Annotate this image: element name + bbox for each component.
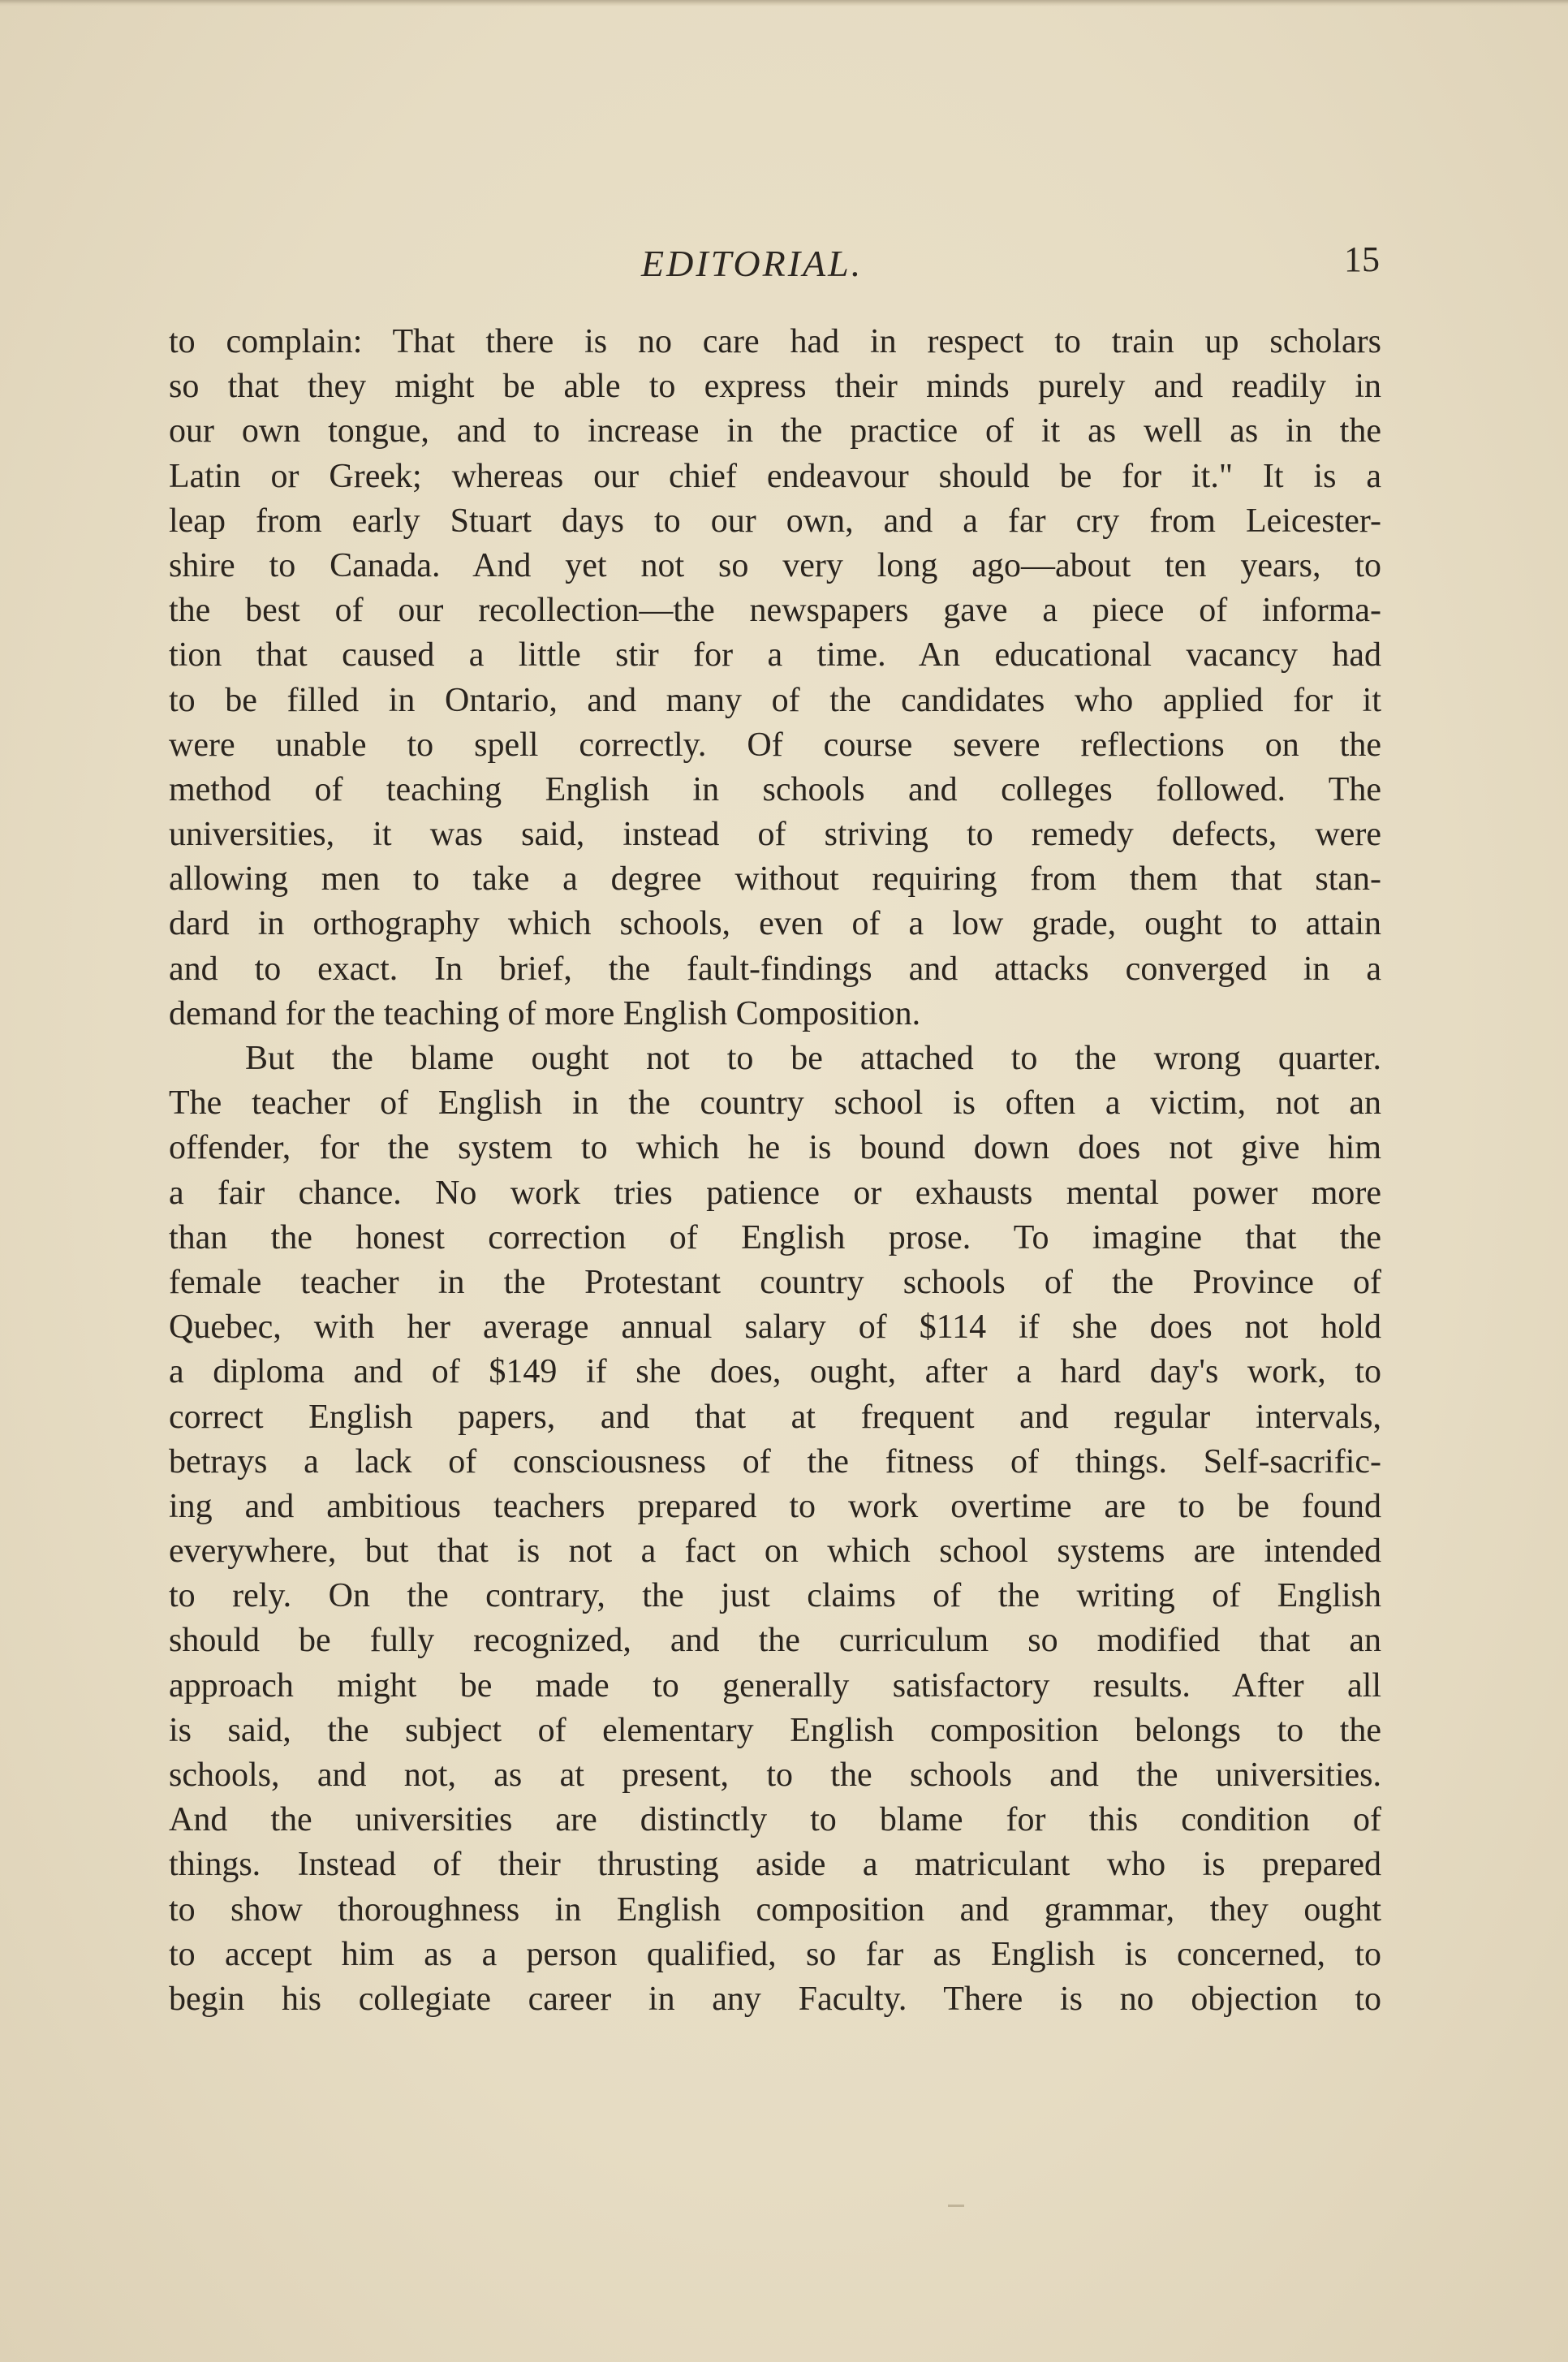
page-number: 15 [1344, 239, 1380, 279]
text-line: begin his collegiate career in any Faculty. There is no objection to [169, 1980, 1381, 2018]
text-line: And the universities are distinctly to blame for this condition of [169, 1801, 1381, 1839]
paragraph-first-line: But the blame ought not to be attached to the wrong quarter. [245, 1040, 1381, 1077]
text-line: female teacher in the Protestant country schools of the Province of [169, 1263, 1381, 1301]
text-line: should be fully recognized, and the curriculum so modified that an [169, 1622, 1381, 1660]
text-line: than the honest correction of English prose. To imagine that the [169, 1218, 1381, 1256]
text-line: Latin or Greek; whereas our chief endeavour should be for it." It is a [169, 457, 1381, 495]
page-top-edge [0, 0, 1568, 6]
text-line: and to exact. In brief, the fault-findings and attacks converged in a [169, 950, 1381, 988]
text-line: ing and ambitious teachers prepared to work overtime are to be found [169, 1487, 1381, 1525]
text-line: tion that caused a little stir for a time. An educational vacancy had [169, 636, 1381, 675]
text-line: our own tongue, and to increase in the practice of it as well as in the [169, 412, 1381, 450]
text-line: to show thoroughness in English composition and grammar, they ought [169, 1890, 1381, 1929]
text-line: so that they might be able to express their minds purely and readily in [169, 368, 1381, 406]
paper-speck [948, 2205, 964, 2207]
text-line: offender, for the system to which he is bound down does not give him [169, 1129, 1381, 1167]
text-line: to accept him as a person qualified, so far as English is concerned, to [169, 1935, 1381, 1973]
text-line: to complain: That there is no care had in respect to train up scholars [169, 323, 1381, 360]
text-line: things. Instead of their thrusting aside a matriculant who is prepared [169, 1846, 1381, 1884]
text-line: correct English papers, and that at frequent and regular intervals, [169, 1398, 1381, 1436]
text-line: is said, the subject of elementary English composition belongs to the [169, 1711, 1381, 1749]
text-line: to rely. On the contrary, the just claims of the writing of English [169, 1577, 1381, 1615]
running-title: EDITORIAL. [641, 243, 864, 284]
text-line: method of teaching English in schools and colleges followed. The [169, 770, 1381, 808]
text-line: the best of our recollection—the newspapers gave a piece of informa- [169, 592, 1381, 630]
text-line: leap from early Stuart days to our own, and a far cry from Leicester- [169, 502, 1381, 540]
text-line: schools, and not, as at present, to the schools and the universities. [169, 1756, 1381, 1794]
body-text [169, 320, 1381, 2022]
text-line: betrays a lack of consciousness of the fitness of things. Self-sacrific- [169, 1442, 1381, 1481]
running-head [170, 235, 1380, 292]
text-line: universities, it was said, instead of striving to remedy defects, were [169, 816, 1381, 854]
text-line: shire to Canada. And yet not so very long ago—about ten years, to [169, 546, 1381, 584]
text-line: were unable to spell correctly. Of course severe reflections on the [169, 726, 1381, 764]
paragraph-last-line: demand for the teaching of more English Composition. [169, 994, 921, 1032]
text-line: everywhere, but that is not a fact on which school systems are intended [169, 1532, 1381, 1571]
text-line: a diploma and of $149 if she does, ought, after a hard day's work, to [169, 1353, 1381, 1391]
text-line: The teacher of English in the country school is often a victim, not an [169, 1084, 1381, 1123]
text-line: allowing men to take a degree without requiring from them that stan- [169, 860, 1381, 899]
text-line: approach might be made to generally satisfactory results. After all [169, 1666, 1381, 1705]
text-line: a fair chance. No work tries patience or exhausts mental power more [169, 1174, 1381, 1212]
text-line: dard in orthography which schools, even of a low grade, ought to attain [169, 905, 1381, 943]
text-line: Quebec, with her average annual salary of $114 if she does not hold [169, 1308, 1381, 1347]
text-line: to be filled in Ontario, and many of the candidates who applied for it [169, 681, 1381, 719]
